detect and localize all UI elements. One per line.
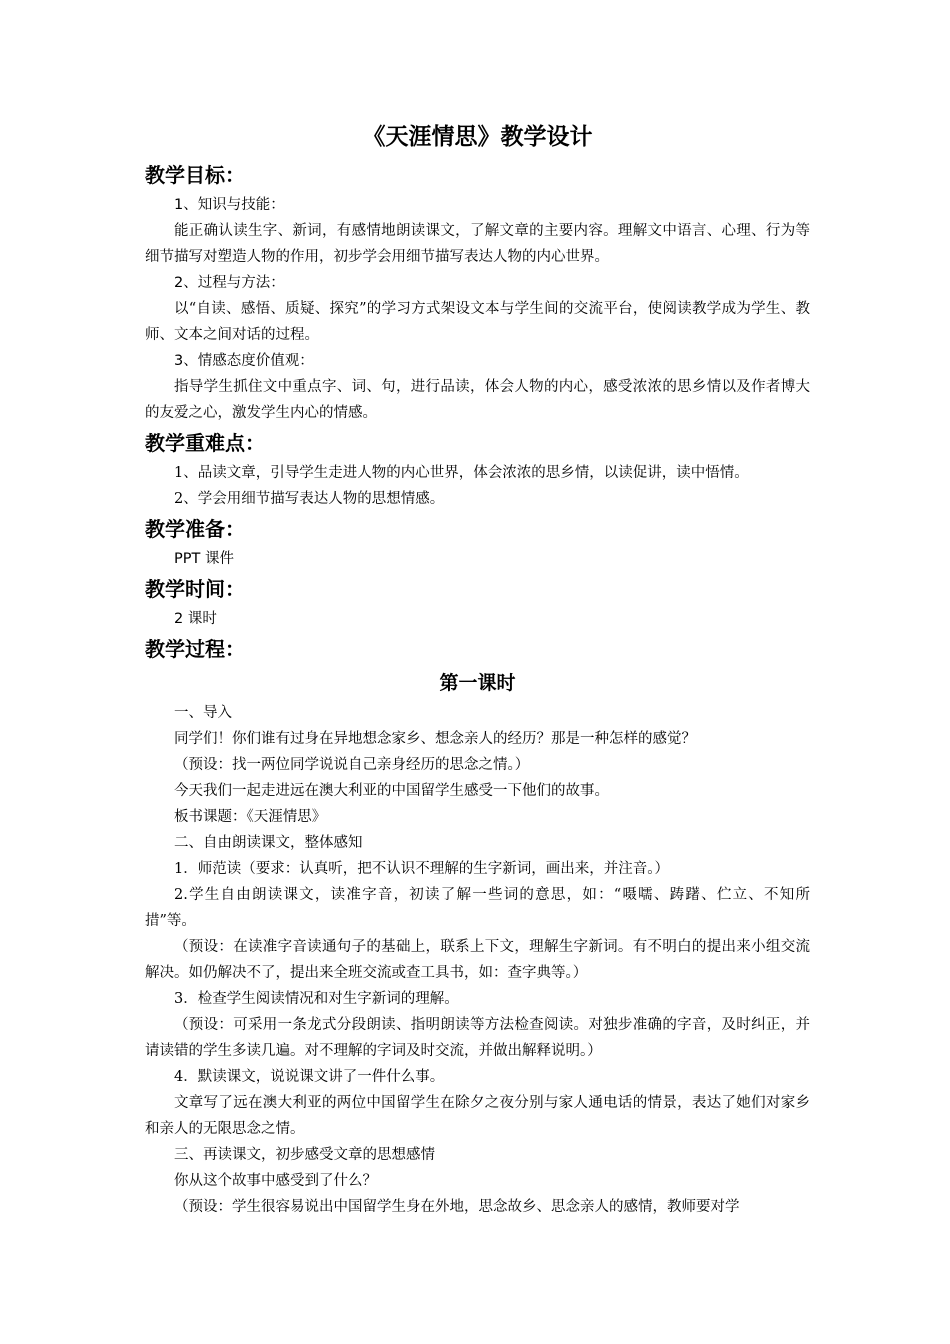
section-heading-time: 教学时间： (145, 577, 245, 601)
paragraph: 1．师范读（要求：认真听，把不认识不理解的生字新词，画出来，并注音。） (174, 861, 669, 877)
paragraph: PPT 课件 (174, 551, 234, 567)
paragraph: 1、知识与技能： (174, 197, 285, 213)
paragraph: 1、品读文章，引导学生走进人物的内心世界，体会浓浓的思乡情，以读促讲，读中悟情。 (174, 465, 749, 481)
section-heading-key-points: 教学重难点： (145, 431, 265, 455)
paragraph: 板书课题：《天涯情思》 (174, 809, 327, 825)
paragraph: 2 课时 (174, 611, 217, 627)
paragraph: 文章写了远在澳大利亚的两位中国留学生在除夕之夜分别与家人通电话的情景，表达了她们对家乡和亲人的无限思念之情。 (145, 1095, 810, 1137)
paragraph: 一、导入 (174, 705, 232, 721)
section-heading-preparation: 教学准备： (145, 517, 245, 541)
paragraph: （预设：在读准字音读通句子的基础上，联系上下文，理解生字新词。有不明白的提出来小组交流解决。如仍解决不了，提出来全班交流或查工具书，如：查字典等。） (145, 939, 810, 981)
paragraph: 你从这个故事中感受到了什么？ (174, 1173, 377, 1189)
paragraph: 能正确认读生字、新词，有感情地朗读课文，了解文章的主要内容。理解文中语言、心理、行为等细节描写对塑造人物的作用，初步学会用细节描写表达人物的内心世界。 (145, 223, 810, 265)
paragraph: 二、自由朗读课文，整体感知 (174, 835, 363, 851)
section-heading-process: 教学过程： (145, 637, 245, 661)
paragraph: 3．检查学生阅读情况和对生字新词的理解。 (174, 991, 459, 1007)
paragraph: 2.学生自由朗读课文，读准字音，初读了解一些词的意思，如：“嗫嚅、踌躇、伫立、不知所措”等。 (145, 887, 810, 929)
document-title: 《天涯情思》教学设计 (362, 123, 593, 150)
paragraph: （预设：找一两位同学说说自己亲身经历的思念之情。） (174, 757, 530, 773)
paragraph: （预设：可采用一条龙式分段朗读、指明朗读等方法检查阅读。对独步准确的字音，及时纠正，并请读错的学生多读几遍。对不理解的字词及时交流，并做出解释说明。） (145, 1017, 810, 1059)
lesson-title: 第一课时 (439, 672, 516, 694)
document-body (145, 120, 810, 1220)
paragraph: 三、再读课文，初步感受文章的思想感情 (174, 1147, 435, 1163)
paragraph: 指导学生抓住文中重点字、词、句，进行品读，体会人物的内心，感受浓浓的思乡情以及作者博大的友爱之心，激发学生内心的情感。 (145, 379, 810, 421)
paragraph: 2、过程与方法： (174, 275, 285, 291)
paragraph: （预设：学生很容易说出中国留学生身在外地，思念故乡、思念亲人的感情，教师要对学 (174, 1199, 740, 1215)
paragraph: 以“自读、感悟、质疑、探究”的学习方式架设文本与学生间的交流平台，使阅读教学成为学生、教师、文本之间对话的过程。 (145, 301, 810, 343)
paragraph: 今天我们一起走进远在澳大利亚的中国留学生感受一下他们的故事。 (174, 783, 609, 799)
section-heading-objectives: 教学目标： (145, 163, 245, 187)
paragraph: 4．默读课文，说说课文讲了一件什么事。 (174, 1069, 445, 1085)
paragraph: 同学们！你们谁有过身在异地想念家乡、想念亲人的经历？那是一种怎样的感觉？ (174, 731, 696, 747)
paragraph: 3、情感态度价值观： (174, 353, 314, 369)
paragraph: 2、学会用细节描写表达人物的思想情感。 (174, 491, 445, 507)
